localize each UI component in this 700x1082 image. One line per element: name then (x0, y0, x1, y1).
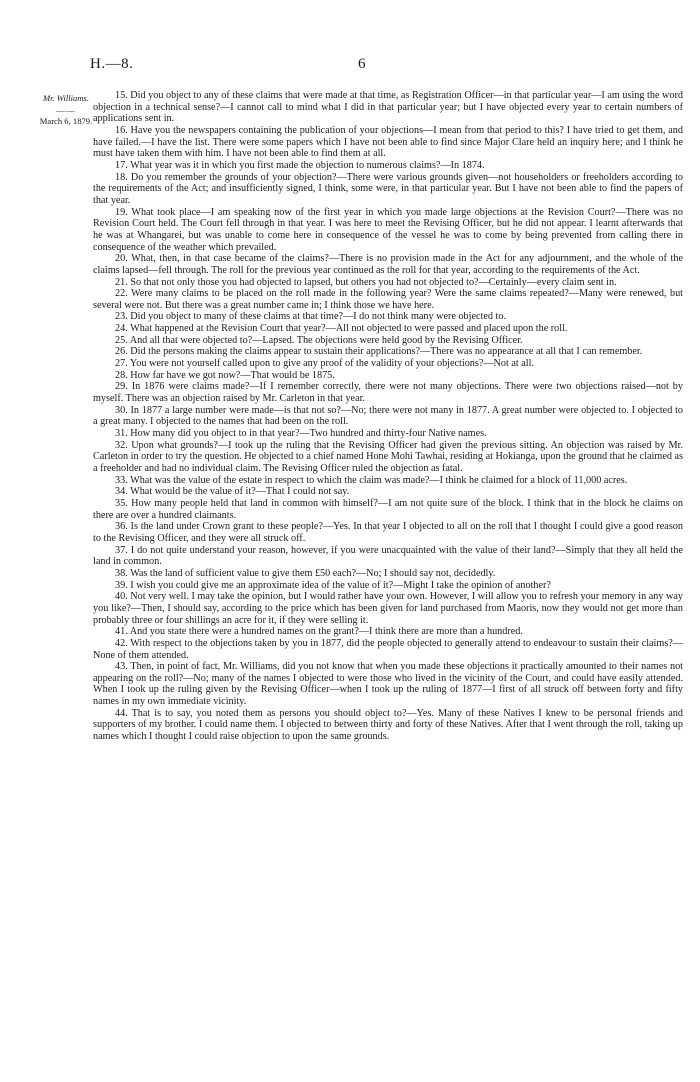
testimony-paragraph: 32. Upon what grounds?—I took up the ruling that the Revising Officer had given the previous sitting. An objection was raised by Mr. Carleton in order to try the question. He objected to a chief named Hone Mohi Tawhai, residing at Hokianga, upon the ground that he claimed as a freeholder and had no individual claim. The Revising Officer ruled the objection as fatal. (93, 439, 683, 474)
testimony-paragraph: 37. I do not quite understand your reason, however, if you were unacquainted with the value of their land?—Simply that they all held the land in common. (93, 544, 683, 568)
document-reference: H.—8. (90, 56, 134, 72)
testimony-paragraph: 31. How many did you object to in that year?—Two hundred and thirty-four Native names. (115, 428, 487, 440)
testimony-paragraph: 36. Is the land under Crown grant to these people?—Yes. In that year I objected to all on the roll that I thought I could give a good reason to the Revising Officer, and they were all struck off. (93, 521, 683, 544)
testimony-paragraph: 30. In 1877 a large number were made—is that not so?—No; there were not many in 1877. A great number were objected to. I objected to a great many. I objected to the names that had been on the roll. (93, 404, 683, 428)
testimony-paragraph: 23. Did you object to many of these claims at that time?—I do not think many were objected to. (115, 311, 506, 323)
testimony-paragraph: 15. Did you object to any of these claims that were made at that time, as Registration Officer—in that particular year—I am using the word objection in a technical sense?—I cannot call to mind what I did in that particular year; but I have objected every year to certain numbers of applications sent in. (93, 90, 683, 125)
testimony-paragraph: 26. Did the persons making the claims appear to sustain their applications?—There was no appearance at all that I can remember. (115, 346, 643, 358)
testimony-paragraph: 34. What would be the value of it?—That I could not say. (115, 486, 350, 498)
testimony-paragraph: 28. How far have we got now?—That would be 1875. (115, 369, 335, 381)
testimony-paragraph: 41. And you state there were a hundred names on the grant?—I think there are more than a hundred. (115, 626, 523, 638)
testimony-paragraph: 24. What happened at the Revision Court that year?—All not objected to were passed and placed upon the roll. (115, 323, 568, 335)
testimony-paragraph: 35. How many people held that land in common with himself?—I am not quite sure of the block. I think that in the block he claims on there are over a hundred claimants. (93, 497, 683, 521)
witness-name: Mr. Williams. (42, 93, 90, 103)
testimony-paragraph: 17. What year was it in which you first made the objection to numerous claims?—In 1874. (115, 159, 485, 171)
page-number: 6 (358, 56, 366, 72)
testimony-paragraph: 33. What was the value of the estate in respect to which the claim was made?—I think he claimed for a block of 11,000 acres. (115, 474, 628, 486)
margin-divider: —— (56, 104, 76, 115)
testimony-paragraph: 38. Was the land of sufficient value to give them £50 each?—No; I should say not, decidedly. (115, 567, 496, 579)
testimony-body (93, 90, 683, 743)
testimony-paragraph: 40. Not very well. I may take the opinion, but I would rather have your own. However, I will allow you to refresh your memory in any way you like?—Then, I should say, according to the price which has been given for land purchased from Maoris, now they would not get more than probably three or four shillings an acre for it, if they were selling it. (93, 591, 683, 626)
page-header (90, 56, 640, 76)
testimony-paragraph: 19. What took place—I am speaking now of the first year in which you made large objections at the Revision Court?—There was no Revision Court held. The Court fell through in that year. I was here to meet the Revising Officer, but he did not appear. I learnt afterwards that he was at Whangarei, but was unable to come here in consequence of the vessel he was to come by being prevented from calling there in consequence of the weather which prevailed. (93, 206, 683, 253)
testimony-paragraph: 20. What, then, in that case became of the claims?—There is no provision made in the Act for any adjournment, and the whole of the claims lapsed—fell through. The roll for the previous year continued as the roll for that year, according to the requirements of the Act. (93, 253, 683, 276)
testimony-date: March 6, 1879. (39, 116, 93, 126)
testimony-paragraph: 43. Then, in point of fact, Mr. Williams, did you not know that when you made these objections it practically amounted to their names not appearing on the roll?—No; many of the names I objected to were those who lived in the vicinity of the Court, and could have easily attended. When I took up the ruling given by the Revising Officer—when I took up the ruling of 1877—I first of all struck off between forty and fifty names in my own immediate vicinity. (93, 661, 683, 708)
testimony-paragraph: 22. Were many claims to be placed on the roll made in the following year? Were the same claims repeated?—Many were renewed, but several were not. But there was a great number came in; I think those we have here. (93, 288, 683, 311)
testimony-paragraph: 25. And all that were objected to?—Lapsed. The objections were held good by the Revising Officer. (115, 334, 523, 346)
testimony-paragraph: 42. With respect to the objections taken by you in 1877, did the people objected to generally attend to endeavour to sustain their claims?—None of them attended. (93, 637, 683, 661)
testimony-paragraph: 18. Do you remember the grounds of your objection?—There were various grounds given—not householders or freeholders according to the requirements of the Act; and insufficiently signed, I think, some were, in that particular year. But I have not been able to find the papers of that year. (93, 171, 683, 206)
testimony-paragraph: 27. You were not yourself called upon to give any proof of the validity of your objections?—Not at all. (115, 358, 535, 370)
testimony-paragraph: 39. I wish you could give me an approximate idea of the value of it?—Might I take the opinion of another? (115, 579, 551, 591)
testimony-paragraph: 16. Have you the newspapers containing the publication of your objections—I mean from that period to this? I have tried to get them, and have failed.—I have the list. There were some papers which I have not been able to find since Major Clare held an inquiry here; and I think he must have taken them with him. I have not been able to find them at all. (93, 124, 683, 160)
testimony-paragraph: 29. In 1876 were claims made?—If I remember correctly, there were not many objections. There were two objections raised—not by myself. There was an objection raised by Mr. Carleton in that year. (93, 381, 683, 405)
testimony-paragraph: 21. So that not only those you had objected to lapsed, but others you had not objected to?—Certainly—every claim sent in. (115, 276, 617, 288)
testimony-paragraph: 44. That is to say, you noted them as persons you should object to?—Yes. Many of these Natives I knew to be personal friends and supporters of my brother. I could name them. I objected to between thirty and forty of these Natives. After that I went through the roll, taking up names which I thought I could raise objection to upon the same grounds. (93, 707, 683, 743)
